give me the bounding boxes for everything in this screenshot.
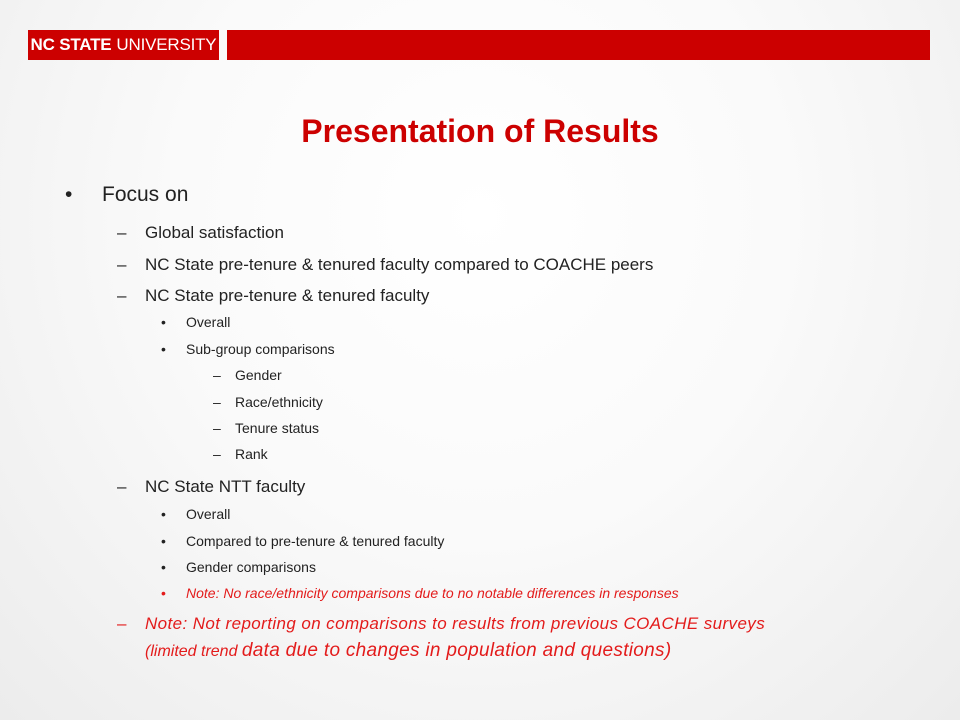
bullet-focus: Focus on bbox=[102, 183, 189, 206]
bullet-marker: • bbox=[161, 585, 166, 601]
bullet-marker: • bbox=[161, 314, 166, 330]
bullet-race: Race/ethnicity bbox=[235, 394, 323, 410]
bullet-marker: • bbox=[161, 559, 166, 575]
dash-marker: – bbox=[117, 255, 127, 274]
bullet-ntt: NC State NTT faculty bbox=[145, 477, 306, 496]
bullet-overall-2: Overall bbox=[186, 506, 231, 522]
dash-marker: – bbox=[213, 394, 221, 410]
note-trend-line2 bbox=[145, 640, 671, 662]
slide-title: Presentation of Results bbox=[301, 113, 659, 149]
note-trend-line2-small: (limited trend bbox=[145, 643, 242, 660]
header-accent-bar bbox=[227, 30, 930, 60]
dash-marker: – bbox=[117, 477, 127, 496]
bullet-gender: Gender bbox=[235, 367, 282, 383]
bullet-rank: Rank bbox=[235, 446, 268, 462]
logo-light-text: UNIVERSITY bbox=[116, 35, 217, 54]
note-trend-line2-large: data due to changes in population and questions) bbox=[241, 640, 672, 661]
bullet-global-satisfaction: Global satisfaction bbox=[145, 223, 284, 242]
dash-marker: – bbox=[117, 286, 127, 305]
logo-bold-text: NC STATE bbox=[30, 35, 112, 54]
bullet-marker: • bbox=[161, 506, 166, 522]
note-trend-line1: Note: Not reporting on comparisons to results from previous COACHE surveys bbox=[145, 614, 766, 633]
dash-marker: – bbox=[213, 446, 221, 462]
bullet-gender-comparisons: Gender comparisons bbox=[186, 559, 316, 575]
bullet-subgroup: Sub-group comparisons bbox=[186, 341, 335, 357]
bullet-marker: • bbox=[161, 341, 166, 357]
note-race-ethnicity: Note: No race/ethnicity comparisons due to no notable differences in responses bbox=[186, 585, 679, 601]
dash-marker: – bbox=[213, 367, 221, 383]
bullet-compared-peers: NC State pre-tenure & tenured faculty compared to COACHE peers bbox=[145, 255, 654, 274]
dash-marker: – bbox=[117, 614, 127, 633]
bullet-compared-tenured: Compared to pre-tenure & tenured faculty bbox=[186, 533, 445, 549]
bullet-marker: • bbox=[161, 533, 166, 549]
bullet-pre-tenure: NC State pre-tenure & tenured faculty bbox=[145, 286, 430, 305]
bullet-overall-1: Overall bbox=[186, 314, 231, 330]
bullet-tenure-status: Tenure status bbox=[235, 420, 320, 436]
nc-state-logo bbox=[28, 30, 219, 60]
dash-marker: – bbox=[213, 420, 221, 436]
bullet-marker: • bbox=[65, 183, 73, 206]
dash-marker: – bbox=[117, 223, 127, 242]
